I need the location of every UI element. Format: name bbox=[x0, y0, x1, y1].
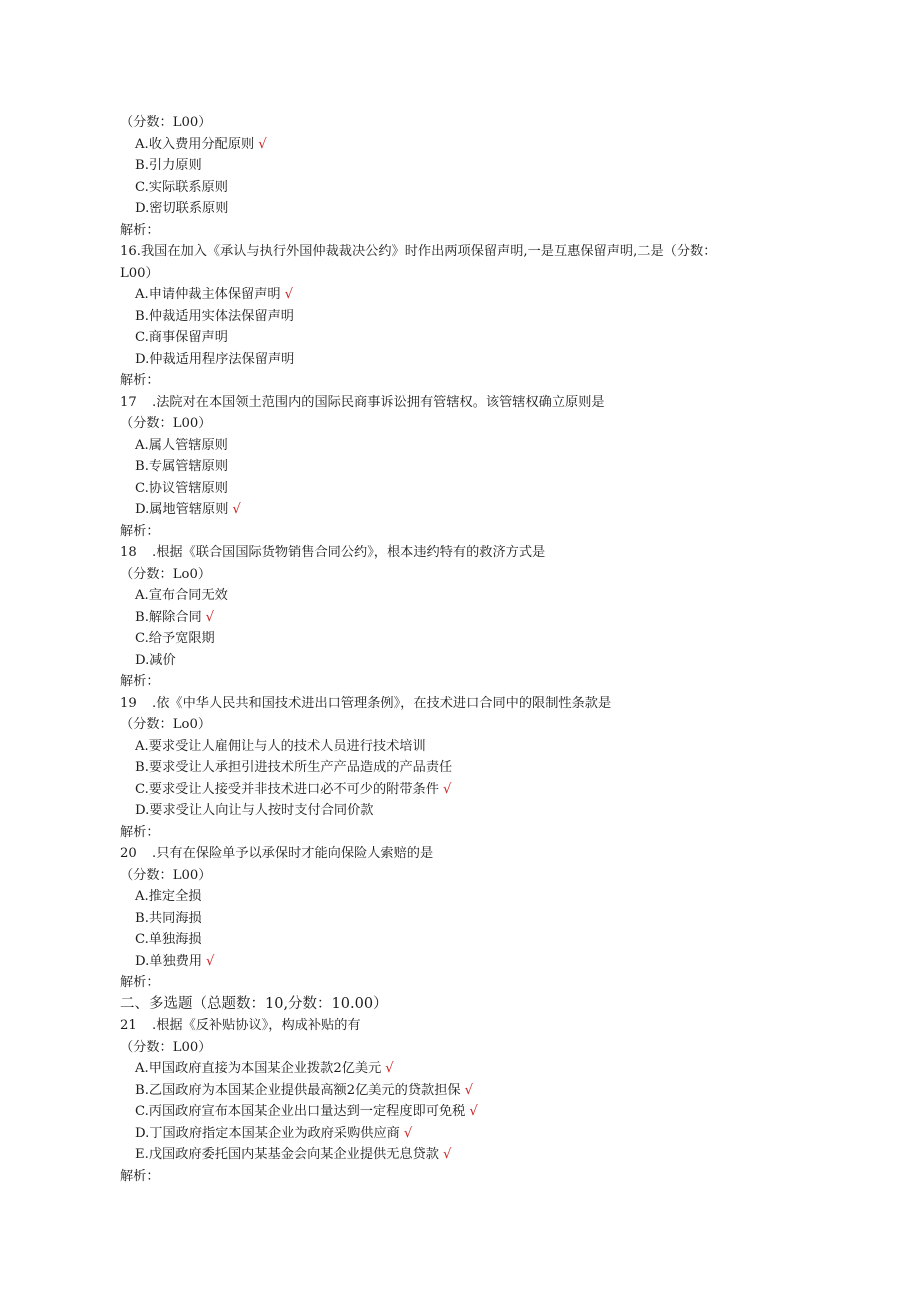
option-text: A.要求受让人雇佣让与人的技术人员进行技术培训 bbox=[135, 738, 426, 754]
option-text: D.密切联系原则 bbox=[135, 201, 229, 216]
option-text: B.要求受让人承担引进技术所生产产品造成的产品责任 bbox=[135, 760, 453, 775]
question-line bbox=[120, 542, 545, 564]
section-heading bbox=[120, 994, 388, 1016]
answer-option bbox=[135, 435, 228, 457]
question-number: 19 bbox=[120, 695, 137, 711]
option-text: B.乙国政府为本国某企业提供最高额2亿美元的贷款担保 bbox=[135, 1082, 461, 1098]
checkmark-icon: √ bbox=[442, 1147, 452, 1162]
option-text: D.要求受让人向让与人按时支付合同价款 bbox=[135, 803, 374, 818]
question-number: 21 bbox=[120, 1018, 137, 1033]
line-text: .只有在保险单予以承保时才能向保险人索赔的是 bbox=[152, 846, 434, 861]
option-text: C.给予宽限期 bbox=[135, 631, 215, 646]
checkmark-icon: √ bbox=[232, 502, 241, 517]
question-line bbox=[120, 843, 433, 865]
option-text: B.引力原则 bbox=[135, 158, 202, 173]
line-text: 解析： bbox=[120, 523, 160, 539]
checkmark-icon: √ bbox=[403, 1125, 413, 1141]
option-text: C.单独海损 bbox=[135, 932, 202, 947]
option-text: A.收入费用分配原则 bbox=[135, 136, 255, 152]
text-line bbox=[120, 112, 211, 134]
text-line bbox=[120, 413, 211, 435]
answer-option bbox=[135, 779, 451, 801]
answer-option bbox=[135, 607, 214, 629]
answer-option bbox=[135, 306, 294, 328]
answer-option bbox=[135, 757, 452, 779]
text-line bbox=[120, 1037, 211, 1059]
option-text: A.宣布合同无效 bbox=[135, 588, 228, 603]
text-line bbox=[120, 822, 160, 844]
answer-option bbox=[135, 1058, 394, 1080]
answer-option bbox=[135, 951, 214, 973]
answer-option bbox=[135, 198, 228, 220]
option-text: D.属地管辖原则 bbox=[135, 502, 229, 517]
question-line bbox=[120, 693, 611, 715]
answer-option bbox=[135, 886, 201, 908]
option-text: D.单独费用 bbox=[135, 953, 203, 969]
option-text: E.戊国政府委托国内某基金会向某企业提供无息贷款 bbox=[135, 1147, 439, 1162]
answer-option bbox=[135, 650, 176, 672]
checkmark-icon: √ bbox=[469, 1104, 478, 1119]
line-text: （分数：Lo0） bbox=[120, 717, 212, 732]
option-text: D.丁国政府指定本国某企业为政府采购供应商 bbox=[135, 1125, 400, 1141]
option-text: A.推定全损 bbox=[135, 889, 202, 904]
checkmark-icon: √ bbox=[284, 287, 293, 302]
answer-option bbox=[135, 499, 241, 521]
option-text: A.属人管辖原则 bbox=[135, 437, 228, 453]
line-text: （分数：L00） bbox=[120, 115, 212, 130]
line-text: .依《中华人民共和国技术进出口管理条例》，在技术进口合同中的限制性条款是 bbox=[152, 695, 612, 711]
text-line bbox=[120, 671, 160, 693]
line-text: （分数：L00） bbox=[120, 1039, 212, 1055]
answer-option bbox=[135, 585, 228, 607]
answer-option bbox=[135, 1080, 473, 1102]
answer-option bbox=[135, 736, 426, 758]
answer-option bbox=[135, 908, 202, 930]
line-text: （分数：L00） bbox=[120, 867, 212, 883]
line-text: 解析： bbox=[120, 824, 160, 840]
line-text: 解析： bbox=[120, 674, 160, 689]
checkmark-icon: √ bbox=[442, 781, 452, 797]
text-line bbox=[120, 241, 716, 263]
option-text: B.共同海损 bbox=[135, 910, 202, 926]
question-line bbox=[120, 1015, 361, 1037]
option-text: B.仲裁适用实体法保留声明 bbox=[135, 308, 294, 324]
option-text: A.申请仲裁主体保留声明 bbox=[135, 287, 281, 302]
answer-option bbox=[135, 1101, 478, 1123]
answer-option bbox=[135, 177, 228, 199]
checkmark-icon: √ bbox=[205, 609, 215, 625]
question-number: 17 bbox=[120, 394, 137, 410]
text-line bbox=[120, 263, 159, 285]
answer-option bbox=[135, 1144, 451, 1166]
checkmark-icon: √ bbox=[385, 1061, 394, 1076]
option-text: C.实际联系原则 bbox=[135, 179, 228, 195]
question-line bbox=[120, 392, 605, 414]
line-text: .根据《联合国国际货物销售合同公约》，根本违约特有的救济方式是 bbox=[152, 545, 546, 560]
line-text: 解析： bbox=[120, 975, 160, 990]
line-text: （分数：Lo0） bbox=[120, 566, 212, 582]
answer-option bbox=[135, 478, 228, 500]
line-text: L00） bbox=[120, 265, 159, 281]
option-text: D.仲裁适用程序法保留声明 bbox=[135, 351, 295, 367]
answer-option bbox=[135, 628, 215, 650]
line-text: 解析： bbox=[120, 373, 160, 388]
answer-option bbox=[135, 349, 294, 371]
text-line bbox=[120, 370, 160, 392]
answer-option bbox=[135, 1123, 412, 1145]
checkmark-icon: √ bbox=[206, 953, 215, 969]
option-text: C.商事保留声明 bbox=[135, 330, 228, 345]
text-line bbox=[120, 220, 160, 242]
answer-option bbox=[135, 155, 202, 177]
text-line bbox=[120, 714, 211, 736]
text-line bbox=[120, 865, 211, 887]
answer-option bbox=[135, 134, 267, 156]
option-text: C.要求受让人接受并非技术进口必不可少的附带条件 bbox=[135, 781, 439, 797]
answer-option bbox=[135, 929, 202, 951]
answer-option bbox=[135, 456, 228, 478]
line-text: 二、多选题（总题数：10,分数：10.00） bbox=[120, 995, 388, 1012]
option-text: B.解除合同 bbox=[135, 609, 202, 625]
line-text: 解析： bbox=[120, 1168, 160, 1184]
answer-option bbox=[135, 800, 373, 822]
checkmark-icon: √ bbox=[258, 136, 267, 152]
text-line bbox=[120, 1166, 160, 1188]
option-text: A.甲国政府直接为本国某企业拨款2亿美元 bbox=[135, 1061, 382, 1076]
line-text: .法院对在本国领土范围内的国际民商事诉讼拥有管辖权。该管辖权确立原则是 bbox=[152, 394, 605, 410]
option-text: B.专属管辖原则 bbox=[135, 459, 229, 474]
option-text: C.协议管辖原则 bbox=[135, 480, 228, 496]
option-text: C.丙国政府宣布本国某企业出口量达到一定程度即可免税 bbox=[135, 1104, 466, 1119]
text-line bbox=[120, 564, 211, 586]
checkmark-icon: √ bbox=[464, 1082, 473, 1098]
answer-option bbox=[135, 284, 293, 306]
question-number: 18 bbox=[120, 545, 137, 560]
option-text: D.减价 bbox=[135, 652, 176, 668]
text-line bbox=[120, 521, 160, 543]
line-text: 16.我国在加入《承认与执行外国仲裁裁决公约》时作出两项保留声明,一是互惠保留声明,二是（分数： bbox=[120, 244, 717, 259]
question-number: 20 bbox=[120, 846, 137, 861]
line-text: （分数：L00） bbox=[120, 416, 212, 431]
answer-option bbox=[135, 327, 228, 349]
line-text: 解析： bbox=[120, 222, 160, 238]
line-text: .根据《反补贴协议》，构成补贴的有 bbox=[152, 1018, 361, 1033]
text-line bbox=[120, 972, 160, 994]
